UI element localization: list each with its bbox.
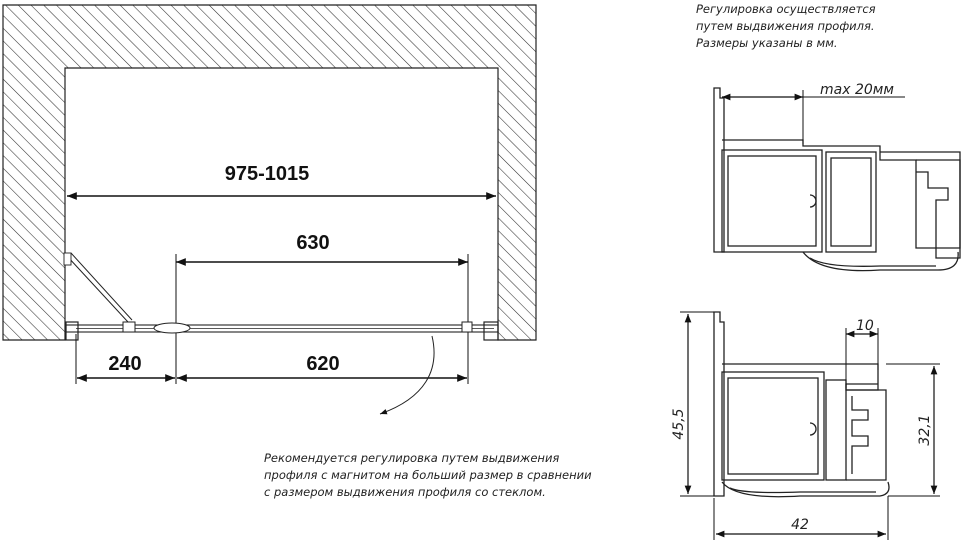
hinge-block [64,253,71,265]
panel-diagonal-2 [71,253,132,320]
panel-diagonal [67,256,128,322]
top-note-line-3: Размеры указаны в мм. [696,36,838,50]
dim-630-label: 630 [296,232,330,254]
handle-left [123,322,135,332]
top-note [696,2,876,50]
handle-right [462,322,472,332]
dim-10-label: 10 [856,318,874,334]
plan-view [3,5,536,414]
profile-section-top [714,88,960,271]
dim-max20 [722,82,905,144]
dim-45-5 [671,312,714,496]
door-handle [154,323,190,333]
bottom-note-line-1: Рекомендуется регулировка путем выдвижения [264,451,560,465]
top-note-line-1: Регулировка осуществляется [696,2,876,16]
door-swing-arc [380,336,434,414]
bottom-note-line-3: с размером выдвижения профиля со стеклом. [264,485,546,499]
bottom-note-line-2: профиля с магнитом на больший размер в сравнении [264,468,592,482]
top-note-line-2: путем выдвижения профиля. [696,19,875,33]
dim-620-label: 620 [306,353,340,375]
dim-total-label: 975-1015 [224,163,310,185]
dim-42 [714,496,888,540]
dim-10 [846,318,878,388]
dim-max20-label: max 20мм [820,82,894,98]
dim-45-5-label: 45,5 [671,408,687,440]
dim-42-label: 42 [791,517,809,533]
dim-32-1 [886,364,940,496]
bottom-note [264,451,592,499]
profile-section-bottom [714,312,889,497]
dim-240-label: 240 [108,353,142,375]
dim-32-1-label: 32,1 [917,414,933,446]
